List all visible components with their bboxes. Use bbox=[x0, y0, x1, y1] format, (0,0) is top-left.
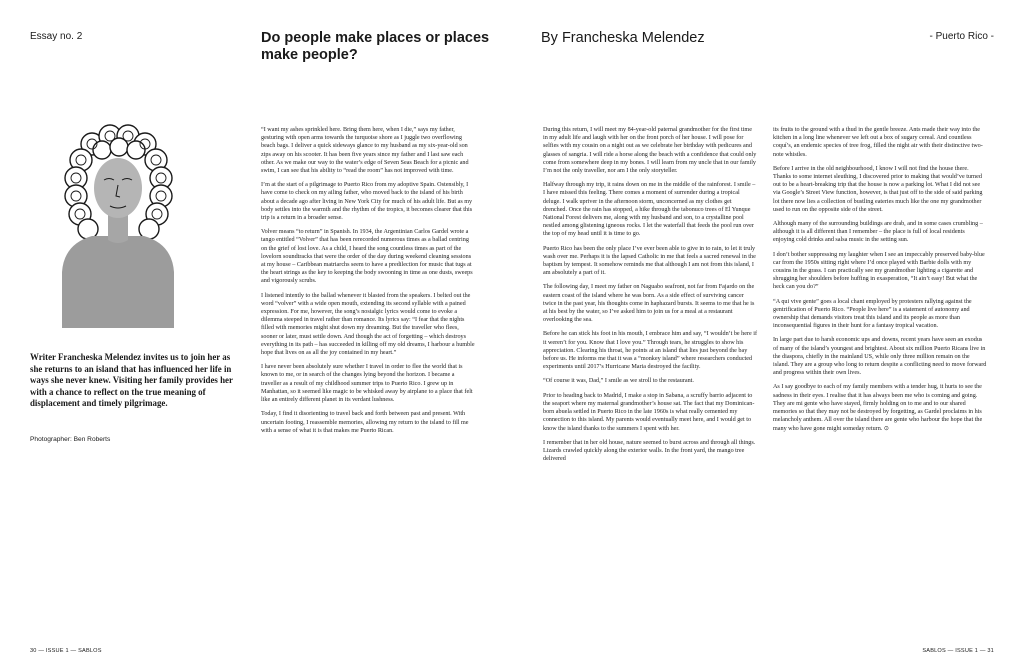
body-paragraph: As I say goodbye to each of my family members with a tender hug, it hurts to see the sadness in their eyes. I realise that it has always been me who is coming and going. They are mi gente who have stayed, firmly holding on to me and to our shared memories so that they may not be destroyed by forgetting, as Gardel proclaims in his melancholy anthem. All over the island there are gente who harbour the hope that the many who have gone might someday return. ⊙ bbox=[773, 384, 983, 432]
body-column-3 bbox=[773, 126, 987, 439]
body-paragraph: I have never been absolutely sure whether I travel in order to flee the world that is known to me, or in search of the changes lying beyond the horizon. I became a traveller as a result of my childhood summer trips to Puerto Rico. I grew up in Manhattan, so it seemed like magic to be whisked away by airplane to a place that felt like an entirely different planet in its verdant lushness. bbox=[261, 364, 473, 404]
author-portrait-illustration bbox=[52, 122, 182, 328]
torso bbox=[62, 236, 174, 328]
body-paragraph: Prior to heading back to Madrid, I make a stop in Sabana, a scruffy barrio adjacent to the seaport where my maternal grandmother’s house sat. The fact that my Dominican-born abuela settled in Puerto Rico in the late 1960s is what really cemented my connection to this island. My parents would eventually meet here, and I would get to know the island thanks to the summers I spent with her. bbox=[543, 392, 755, 432]
neck bbox=[108, 214, 128, 243]
face bbox=[94, 158, 142, 218]
essay-number-label: Essay no. 2 bbox=[30, 31, 83, 42]
body-paragraph: Before he can stick his foot in his mouth, I embrace him and say, “I wouldn’t be here if it weren’t for you. Know that I love you.” Through tears, he struggles to show his appreciation. Clearing his throat, he points at an island that lies just beyond the bay before us. He informs me that it was a “monkey island” where researchers conducted experiments until 2017’s Hurricane Maria destroyed the facility. bbox=[543, 331, 758, 371]
body-paragraph: Puerto Rico has been the only place I’ve ever been able to give in to rain, to let it truly wash over me. Perhaps it is the lapsed Catholic in me that feels a sacred renewal in the baptism by tempest. It somehow reminds me that although I am not from this island, I am absolutely a part of it. bbox=[543, 245, 756, 277]
body-paragraph: In large part due to harsh economic ups and downs, recent years have seen an exodus of many of the island’s youngest and brightest. About six million Puerto Ricans live in the diaspora, chiefly in the mainland US, while only three million remain on the island. They are a group who long to return despite a conflicting need to move forward and progress within their own lives. bbox=[773, 337, 987, 377]
body-paragraph: Halfway through my trip, it rains down on me in the middle of the rainforest. I smile – I have missed this feeling. There comes a moment of surrender during a tropical deluge. I walk upriver in the afternoon storm, unconcerned as my clothes get drenched. Once the rain has stopped, a hike through the tabonuco trees of El Yunque National Forest delivers me, along with my husband and son, to a crystalline pool nestled among glistening igneous rocks. I let the waterfall that feeds the pool run over the top of my head until it is time to go. bbox=[543, 182, 756, 238]
body-paragraph: I don’t bother suppressing my laughter when I see an impeccably preserved baby-blue car from the 1950s sitting right where I’d once played with Barbie dolls with my cousins in the grass. I can practically see my grandmother lighting a cigarette and shrugging her shoulders before huffing in exasperation, “It ain’t easy! But what the heck can you do?” bbox=[773, 251, 985, 291]
body-column-2 bbox=[543, 126, 757, 469]
page-folio-right: SABLOS — ISSUE 1 — 31 bbox=[922, 648, 994, 654]
body-paragraph: During this return, I will meet my 84-year-old paternal grandmother for the first time in my adult life and laugh with her on the front porch of her house. I will pose for selfies with my cousin on a night out as we celebrate her birthday with pedicures and glasses of sangria. I will ride a horse along the beach with a confidence that could only come from somewhere deep in my bones. I will learn from my uncle that in our family I’m not the only traveller, nor am I the only storyteller. bbox=[543, 127, 757, 175]
body-paragraph: I listened intently to the ballad whenever it blasted from the speakers. I belted out the word “volver” with a wide open mouth, extending its second syllable with a pained expression. For me, however, the song’s nostalgic lyrics would come to evoke a dilemma steeped in travel rather than romance. Its lyrics say: “I fear that the nights filled with memories might shut down my dreaming. But the traveller who flees, sooner or later, must settle down. And though the act of forgetting – which destroys everything in its path – has succeeded in killing off my old dreams, I harbour a humble hope that lives on as all the joy contained in my heart.” bbox=[261, 292, 475, 357]
body-paragraph: “A qui vive gente” goes a local chant employed by protesters rallying against the gentrification of Puerto Rico. “People live here” is a statement of autonomy and ownership that demands visitors treat this island and its people as more than inconsequential figures in their hunt for a fantasy tropical vacation. bbox=[773, 298, 972, 330]
body-paragraph: I’m at the start of a pilgrimage to Puerto Rico from my adoptive Spain. Ostensibly, I have come to check on my ailing father, who moved back to the island of his birth about a decade ago after living in New York City for much of his adult life. But as my body settles into the warmth and the rhythm of the tropics, it becomes clearer that this trip is a return in a broader sense. bbox=[261, 182, 473, 222]
body-paragraph: Volver means “to return” in Spanish. In 1934, the Argentinian Carlos Gardel wrote a tango entitled “Volver” that has been rerecorded numerous times as a ballad centring on the grief of lost love. As a child, I heard the song countless times as part of the lovelorn soundtracks that were the order of the day during weekend cleaning sessions at my house – Caribbean matriarchs seem to have a predilection for music that tugs at the heart strings as the key to keeping the body swooning in time as one dusts, sweeps and vigorously scrubs. bbox=[261, 229, 473, 285]
article-title: Do people make places or places make people? bbox=[261, 30, 490, 63]
body-paragraph: Before I arrive in the old neighbourhood, I know I will not find the house there. Thanks to some internet sleuthing, I discovered prior to making that would’ve turned out to be a heart-breaking trip that the house is now a parking lot. What I did not see via Google’s Street View function, however, is that just off to the side of said parking lot there now lies a collection of bustling eateries much like the one my grandmother used to run on the opposite side of the street. bbox=[773, 165, 983, 213]
page-folio-left: 30 — ISSUE 1 — SABLOS bbox=[30, 648, 102, 654]
region-label: - Puerto Rico - bbox=[929, 31, 994, 42]
body-column-1 bbox=[261, 126, 475, 441]
body-paragraph: I remember that in her old house, nature seemed to burst across and through all things. Lizards crawled quickly along the exterior walls. In the front yard, the mango tree delivered bbox=[543, 439, 756, 463]
author-byline: By Francheska Melendez bbox=[541, 30, 705, 46]
photo-credit: Photographer: Ben Roberts bbox=[30, 436, 111, 443]
body-paragraph: “I want my ashes sprinkled here. Bring them here, when I die,” says my father, gesturing with open arms towards the turquoise shore as I juggle two overflowing beach bags. I deliver a quick sideways glance to my husband as my six-year-old son zips away on his scooter. It has been five years since my father and I last saw each other. As we make our way to the water’s edge of Seven Seas Beach for a picnic and swim, I can see that his ability to “read the room” has not improved with time. bbox=[261, 127, 469, 175]
body-paragraph: The following day, I meet my father on Naguabo seafront, not far from Fajardo on the eastern coast of the island where he was born. As a side effect of surviving cancer twice in the past year, his thoughts come in haphazard bursts. It seems to me that he is at his best by the water, so I’ve asked him to join us for a meal at a restaurant overlooking the sea. bbox=[543, 284, 755, 324]
body-paragraph: its fruits to the ground with a thud in the gentle breeze. Ants made their way into the kitchen in a long line whenever we left out a box of sugary cereal. And countless coquí’s, an endemic species of tree frog, filled the night air with their distinctive two-note whistles. bbox=[773, 127, 983, 158]
body-paragraph: Today, I find it disorienting to travel back and forth between past and present. With uncertain footing, I reassemble memories, allowing my return to the island to fill me with a sense of what it is that makes me Puerto Rican. bbox=[261, 411, 469, 434]
intro-standfirst: Writer Francheska Melendez invites us to join her as she returns to an island that has influenced her life in ways she never knew. Visiting her family provides her with a chance to reflect on the true meaning of displacement and timely pilgrimage. bbox=[30, 352, 233, 409]
body-paragraph: Although many of the surrounding buildings are drab, and in some cases crumbling – although it is all different than I remember – the place is full of local residents enjoying cold drinks and salsa music in the setting sun. bbox=[773, 221, 983, 244]
body-paragraph: “Of course it was, Dad,” I smile as we stroll to the restaurant. bbox=[543, 378, 694, 385]
